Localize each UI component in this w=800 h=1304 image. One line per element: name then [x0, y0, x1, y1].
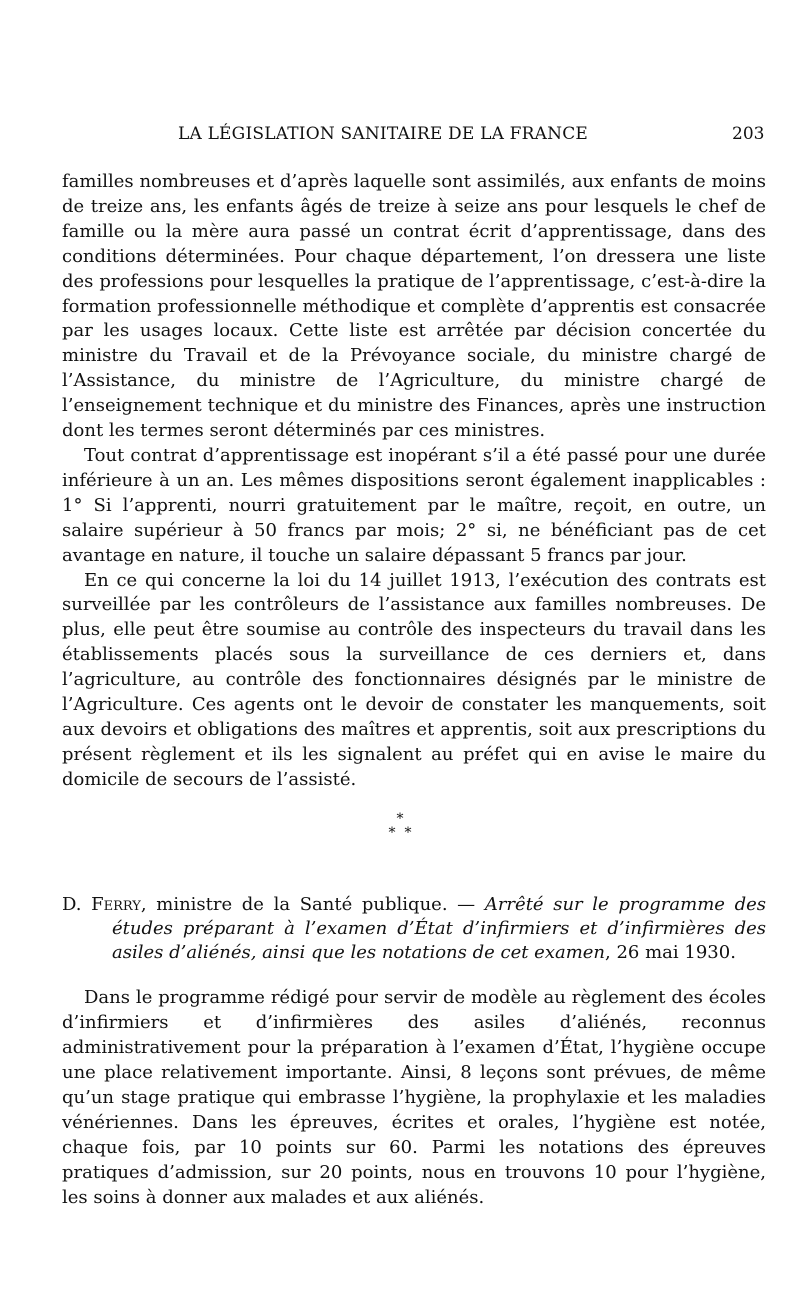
paragraph-apprenticeship-contract: Tout contrat d’apprentissage est inopérant s’il a été passé pour une durée inférieure à un an. Les mêmes dispositions seront également inapplicables : 1° Si l’apprenti, nourri gratuitement par le maître, reçoit, en outre, un salaire supérieur à 50 francs par mois; 2° si, ne bénéficiant pas de cet avantage en nature, il touche un salaire dépassant 5 francs par jour.	[62, 444, 766, 566]
section-asterism	[380, 812, 420, 840]
decree-role: , ministre de la Santé publique. —	[140, 894, 485, 915]
paragraph-law-1913: En ce qui concerne la loi du 14 juillet 1913, l’exécution des contrats est surveillée par les contrôleurs de l’assistance aux familles nombreuses. De plus, elle peut être soumise au contrôle des inspecteurs du travail dans les établissements placés sous la surveillance de ces derniers et, dans l’agriculture, au contrôle des fonctionnaires désignés par le ministre de l’Agriculture. Ces agents ont le devoir de constater les manquements, soit aux devoirs et obligations des maîtres et apprentis, soit aux prescriptions du présent règlement et ils les signalent au préfet qui en avise le maire du domicile de secours de l’assisté.	[62, 569, 766, 790]
running-title: LA LÉGISLATION SANITAIRE DE LA FRANCE	[178, 124, 589, 144]
paragraph-continued: familles nombreuses et d’après laquelle sont assimilés, aux enfants de moins de treize ans, les enfants âgés de treize à seize ans pour lesquels le chef de famille ou la mère aura passé un contrat écrit d’apprentissage, dans des conditions déterminées. Pour chaque département, l’on dressera une liste des professions pour lesquelles la pratique de l’apprentissage, c’est-à-dire la formation professionnelle méthodique et complète d’apprentis est consacrée par les usages locaux. Cette liste est arrêtée par décision concertée du ministre du Travail et de la Prévoyance sociale, du ministre chargé de l’Assistance, du ministre de l’Agriculture, du ministre chargé de l’enseignement technique et du ministre des Finances, après une instruction dont les termes seront déterminés par ces ministres.	[62, 171, 766, 442]
decree-date: , 26 mai 1930.	[605, 942, 736, 963]
decree-commentary	[62, 985, 766, 1210]
decree-heading	[62, 893, 766, 965]
decree-title: Arrêté sur le programme des études préparant à l’examen d’État d’infirmiers et d’infirmières des asiles d’aliénés, ainsi que les notations de cet examen	[112, 894, 766, 963]
paragraph-hygiene-program: Dans le programme rédigé pour servir de modèle au règlement des écoles d’infirmiers et d’infirmières des asiles d’aliénés, reconnus administrativement pour la préparation à l’examen d’État, l’hygiène occupe une place relativement importante. Ainsi, 8 leçons sont prévues, de même qu’un stage pratique qui embrasse l’hygiène, la prophylaxie et les maladies vénériennes. Dans les épreuves, écrites et orales, l’hygiène est notée, chaque fois, par 10 points sur 60. Parmi les notations des épreuves pratiques d’admission, sur 20 points, nous en trouvons 10 pour l’hygiène, les soins à donner aux malades et aux aliénés.	[62, 987, 766, 1208]
asterism-top: *	[396, 811, 404, 827]
asterism-bottom: * *	[388, 825, 412, 841]
decree-citation	[62, 893, 766, 965]
page-number: 203	[732, 124, 765, 144]
decree-author: D. Ferry	[62, 894, 141, 915]
main-text	[62, 170, 766, 793]
running-header	[0, 124, 800, 148]
